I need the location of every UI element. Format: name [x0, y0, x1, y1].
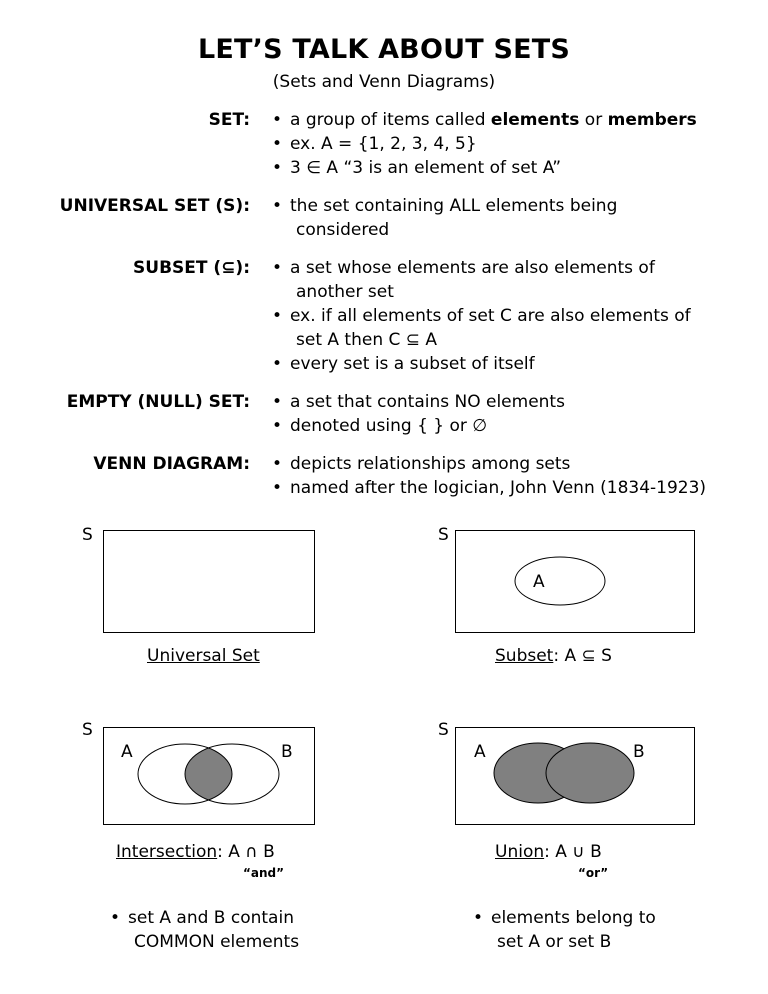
set-definition-list — [272, 108, 697, 180]
venn-def-1: • depicts relationships among sets — [272, 452, 706, 476]
page-title: LET’S TALK ABOUT SETS — [197, 34, 571, 65]
intersection-note: “and” — [243, 866, 285, 880]
subset-definition-list — [272, 256, 691, 376]
intersection-bullet-list — [110, 906, 299, 954]
universal-caption: Universal Set — [147, 646, 260, 666]
union-s-label: S — [438, 720, 449, 740]
universal-s-label: S — [82, 525, 93, 545]
subset-universal-rect — [456, 531, 695, 633]
union-bullet: • elements belong to set A or set B — [473, 906, 656, 954]
intersection-s-label: S — [82, 720, 93, 740]
union-circle-b — [546, 743, 634, 803]
subset-a-label: A — [533, 572, 545, 592]
subset-def-1: • a set whose elements are also elements of another set — [272, 256, 691, 304]
universal-rect — [104, 531, 315, 633]
union-a-label: A — [474, 742, 486, 762]
empty-def-1: • a set that contains NO elements — [272, 390, 565, 414]
subset-def-3: • every set is a subset of itself — [272, 352, 691, 376]
universal-def-1: • the set containing ALL elements being considered — [272, 194, 617, 242]
subset-caption: Subset: A ⊆ S — [495, 646, 612, 666]
set-def-2: • ex. A = {1, 2, 3, 4, 5} — [272, 132, 697, 156]
intersection-b-label: B — [281, 742, 293, 762]
empty-definition-list — [272, 390, 565, 438]
union-bullet-list — [473, 906, 656, 954]
universal-definition-list — [272, 194, 617, 242]
term-set: SET: — [208, 110, 250, 130]
page-subtitle: (Sets and Venn Diagrams) — [272, 72, 496, 92]
subset-circle-a — [515, 557, 605, 605]
union-diagram — [455, 727, 695, 825]
term-universal-set: UNIVERSAL SET (S): — [59, 196, 250, 216]
venn-def-2: • named after the logician, John Venn (1834-1923) — [272, 476, 706, 500]
venn-definition-list — [272, 452, 706, 500]
subset-def-2: • ex. if all elements of set C are also elements of set A then C ⊆ A — [272, 304, 691, 352]
subset-s-label: S — [438, 525, 449, 545]
term-empty-set: EMPTY (NULL) SET: — [66, 392, 250, 412]
universal-set-diagram — [103, 530, 315, 633]
empty-def-2: • denoted using { } or ∅ — [272, 414, 565, 438]
set-def-3: • 3 ∈ A “3 is an element of set A” — [272, 156, 697, 180]
set-def-1: • a group of items called elements or members — [272, 108, 697, 132]
term-venn-diagram: VENN DIAGRAM: — [93, 454, 250, 474]
intersection-bullet: • set A and B contain COMMON elements — [110, 906, 299, 954]
term-subset: SUBSET (⊆): — [133, 258, 250, 278]
union-caption: Union: A ∪ B — [495, 842, 602, 862]
union-b-label: B — [633, 742, 645, 762]
intersection-a-label: A — [121, 742, 133, 762]
union-note: “or” — [578, 866, 609, 880]
subset-diagram — [455, 530, 695, 633]
intersection-caption: Intersection: A ∩ B — [116, 842, 275, 862]
